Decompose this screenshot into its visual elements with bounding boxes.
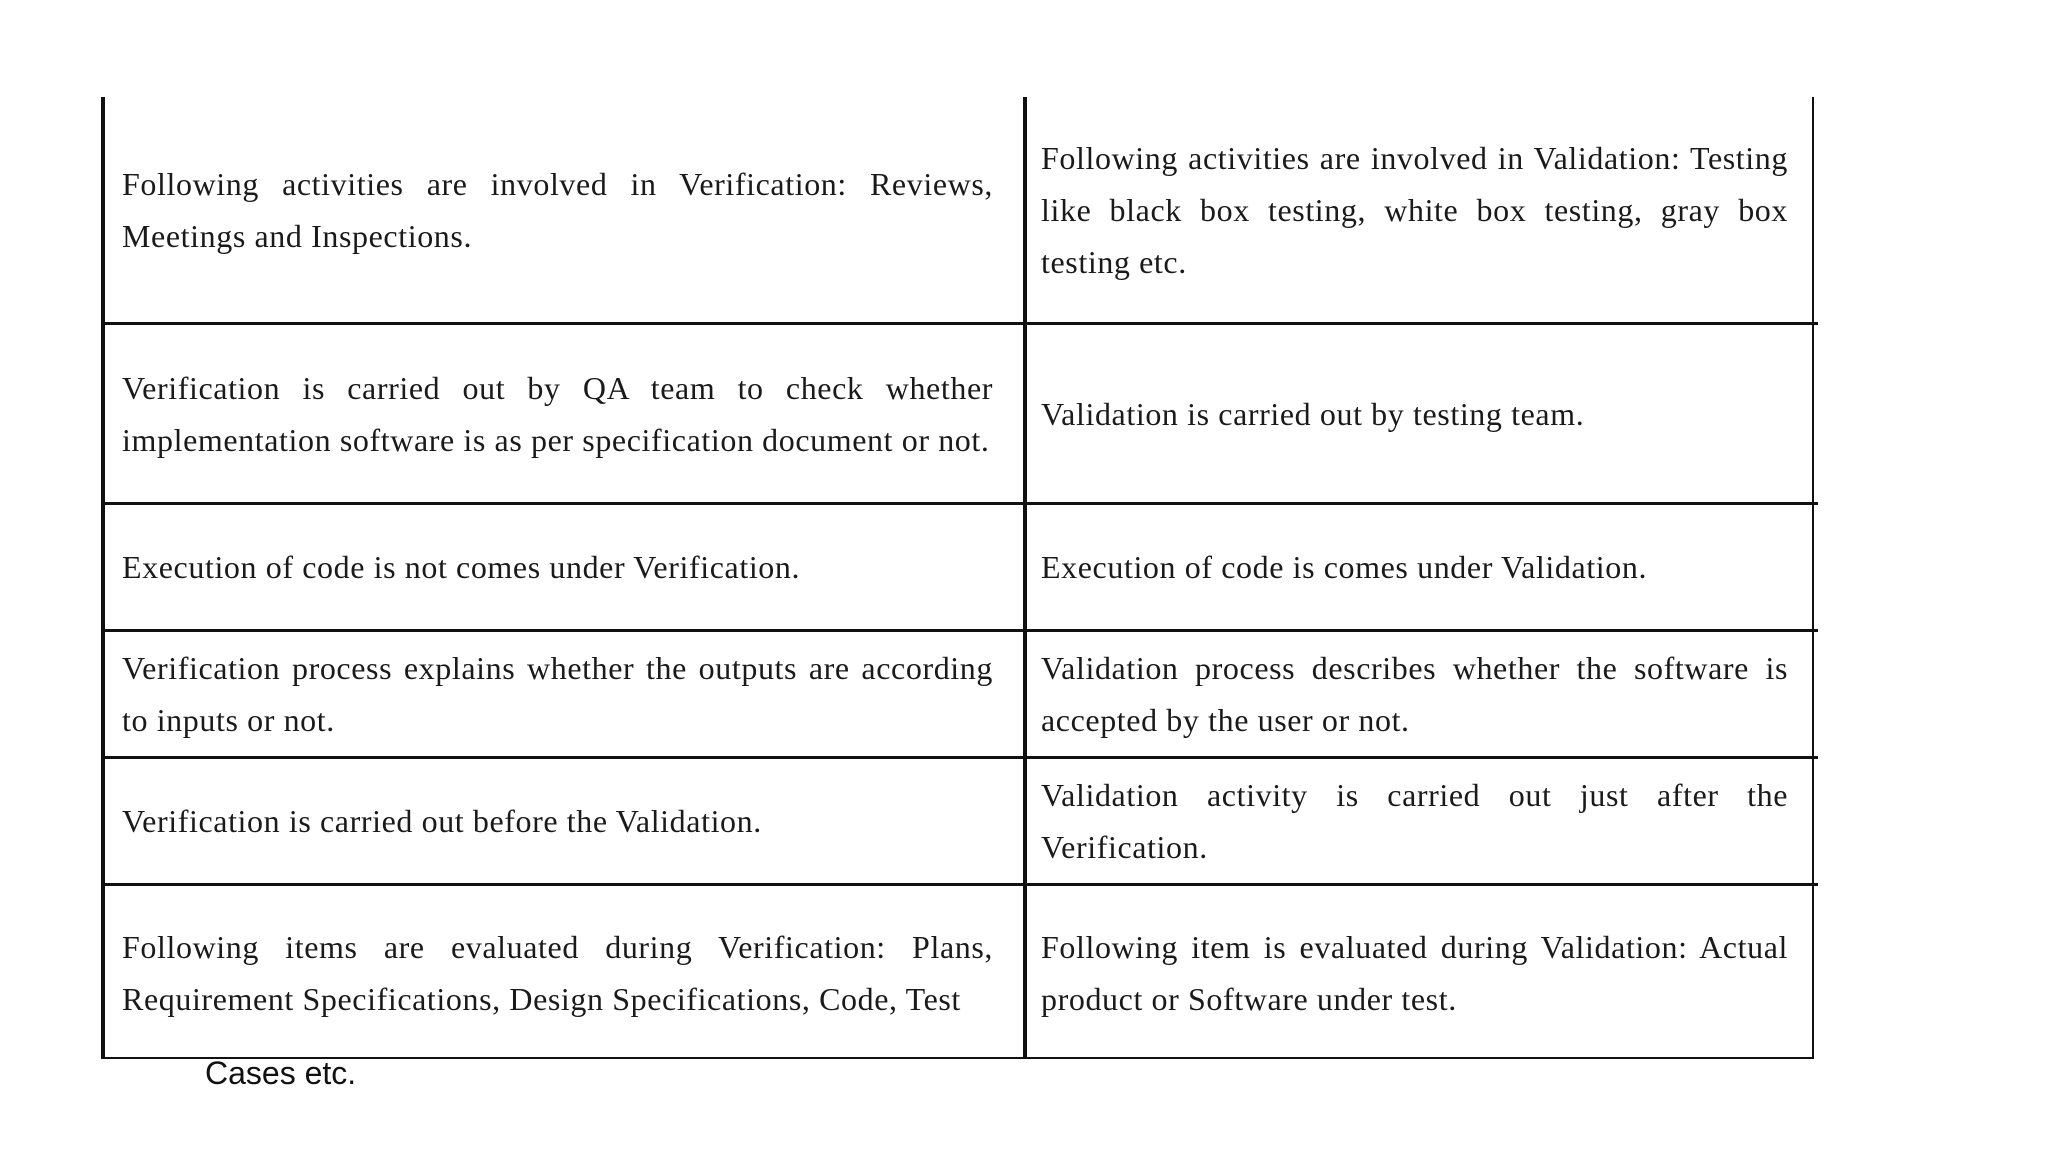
cell-text: Execution of code is not comes under Verification. (122, 549, 801, 585)
cell-text: Following activities are involved in Verification: Reviews, Meetings and Inspections. (122, 165, 993, 254)
cell-text: Following activities are involved in Validation: Testing like black box testing, white box testing, gray box testing etc. (1041, 139, 1788, 280)
cell-text: Validation is carried out by testing team. (1041, 395, 1585, 432)
cell-text: Following item is evaluated during Validation: Actual product or Software under test. (1041, 928, 1788, 1017)
table-cell-validation (1027, 97, 1818, 322)
table-cell-validation (1027, 502, 1818, 629)
table-cell-validation (1027, 883, 1818, 1059)
cell-text: Execution of code is comes under Validation. (1041, 549, 1648, 585)
table-cell-verification (105, 629, 1027, 756)
cell-text: Following items are evaluated during Verification: Plans, Requirement Specifications, Design Specifications, Code, Test (122, 928, 993, 1017)
cell-text: Validation process describes whether the software is accepted by the user or not. (1041, 650, 1788, 738)
table-cell-verification (105, 502, 1027, 629)
table-cell-verification (105, 756, 1027, 883)
cell-text: Validation activity is carried out just after the Verification. (1041, 777, 1788, 865)
cell-text: Verification is carried out before the Validation. (122, 803, 762, 839)
table-cell-verification (105, 322, 1027, 502)
overflow-text: Cases etc. (205, 1055, 357, 1091)
cell-text: Verification is carried out by QA team to check whether implementation software is as per specification document or not. (122, 369, 993, 458)
table-cell-validation (1027, 322, 1818, 502)
table-cell-validation (1027, 629, 1818, 756)
table-cell-verification (105, 97, 1027, 322)
verification-validation-table (101, 97, 1814, 1059)
table-cell-verification (105, 883, 1027, 1059)
table-cell-validation (1027, 756, 1818, 883)
cell-text: Verification process explains whether the outputs are according to inputs or not. (122, 650, 993, 738)
